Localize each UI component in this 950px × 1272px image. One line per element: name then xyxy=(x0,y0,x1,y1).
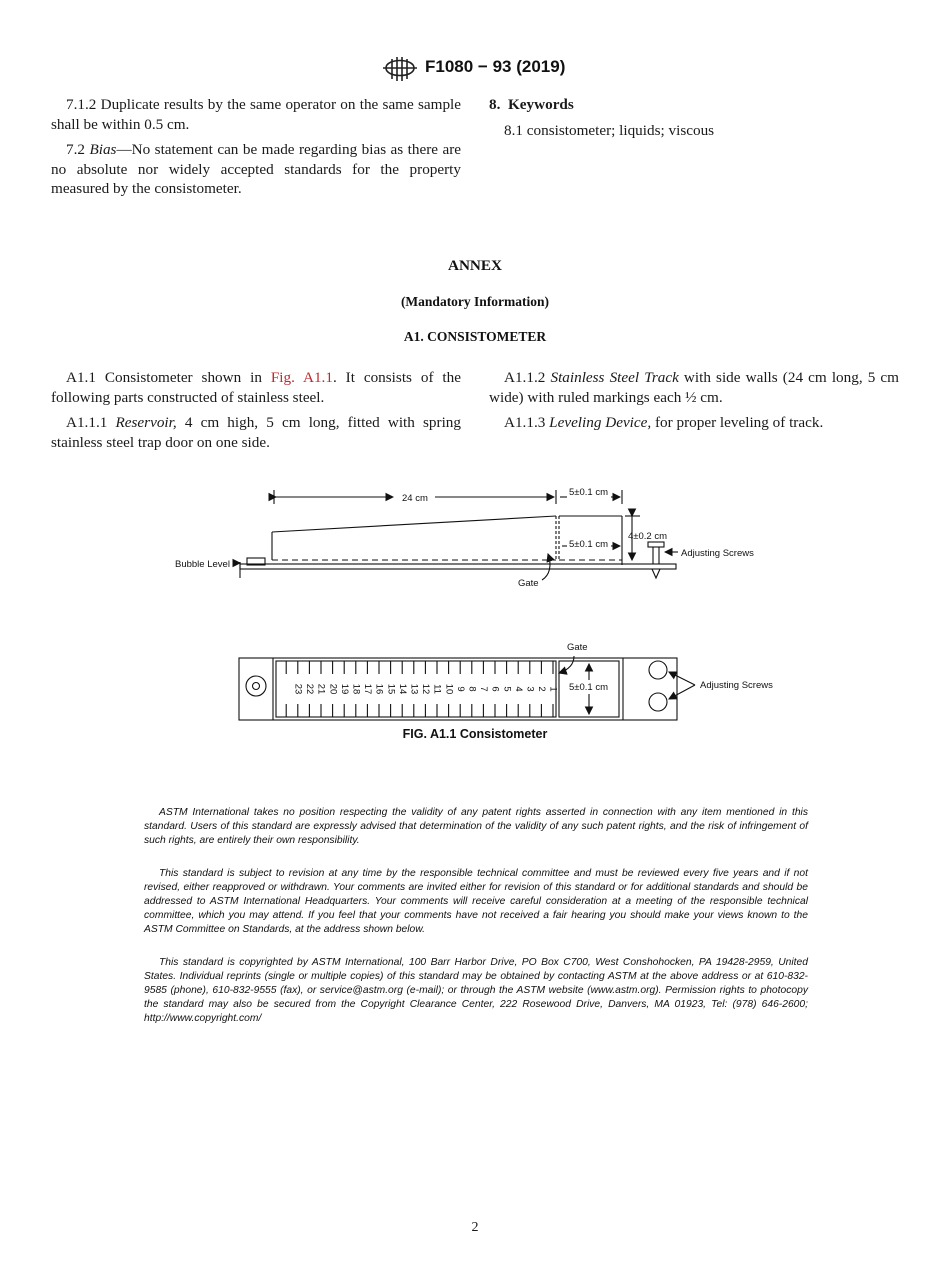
annex-left-column xyxy=(51,368,461,458)
track-number: 6 xyxy=(489,686,501,692)
track-number: 3 xyxy=(524,686,536,692)
track-number: 12 xyxy=(420,683,432,695)
label-5cm-inner: 5±0.1 cm xyxy=(569,539,609,550)
paragraph-a1-1-3 xyxy=(489,413,899,433)
figure-link[interactable]: Fig. A1.1 xyxy=(270,369,333,386)
para-number: A1.1.1 xyxy=(66,414,116,431)
section-title: Keywords xyxy=(507,96,574,113)
plan-view-labels xyxy=(293,642,774,694)
track-number: 11 xyxy=(431,684,443,694)
side-view xyxy=(233,490,678,580)
paragraph-7-2 xyxy=(51,140,461,199)
track-number: 22 xyxy=(304,683,316,695)
astm-logo-icon xyxy=(380,52,420,84)
track-number: 8 xyxy=(466,686,478,692)
track-number: 16 xyxy=(373,683,385,695)
annex-right-column xyxy=(489,368,899,439)
figure-caption: FIG. A1.1 Consistometer xyxy=(402,727,548,741)
annex-section-title: A1. CONSISTOMETER xyxy=(403,329,547,344)
para-text: . It consists of the following parts constructed of stainless steel. xyxy=(51,369,461,406)
track-number: 7 xyxy=(478,686,490,692)
consistometer-figure xyxy=(170,480,790,725)
consistometer-drawing xyxy=(170,480,790,725)
para-text: A1.1 Consistometer shown in xyxy=(66,369,271,386)
track-number: 9 xyxy=(454,686,466,692)
para-number: A1.1.3 xyxy=(504,414,550,431)
label-24cm: 24 cm xyxy=(402,493,428,504)
label-adjusting-screws-side: Adjusting Screws xyxy=(681,548,754,559)
paragraph-8-1: 8.1 consistometer; liquids; viscous xyxy=(504,121,715,139)
page-number: 2 xyxy=(471,1220,479,1235)
track-number: 21 xyxy=(315,683,327,695)
document-id: F1080 − 93 (2019) xyxy=(425,57,566,76)
label-adjusting-screws-plan: Adjusting Screws xyxy=(700,680,773,691)
plan-circle-outer xyxy=(246,676,266,696)
track-number: 23 xyxy=(292,683,304,695)
track-number: 14 xyxy=(396,683,408,695)
section-heading-keywords xyxy=(489,95,899,115)
patent-notice: ASTM International takes no position respecting the validity of any patent rights asserted in connection with any item mentioned in this standard. Users of this standard are expressly advised that determination of the validity of any such patent rights, and the risk of infringement of such rights, are entirely their own responsibility. xyxy=(144,807,808,846)
para-text: with side walls (24 cm long, 5 cm wide) with ruled markings each ½ cm. xyxy=(489,369,899,406)
annex-title: ANNEX xyxy=(447,257,502,274)
side-view-labels xyxy=(175,487,754,589)
annex-subtitle: (Mandatory Information) xyxy=(400,294,550,309)
adjusting-screw-bottom xyxy=(649,693,667,711)
para-text: 4 cm high, 5 cm long, fitted with spring stainless steel trap door on one side. xyxy=(51,414,461,451)
track-number: 2 xyxy=(536,686,548,692)
revision-notice: This standard is subject to revision at any time by the responsible technical committee and must be reviewed every five years and if not revised, either reapproved or withdrawn. Your comments are invited either for revision of this standard or for additional standards and should be addressed to ASTM International Headquarters. Your comments will receive careful consideration at a meeting of the responsible technical committee, which you may attend. If you feel that your comments have not received a fair hearing you should make your views known to the ASTM Committee on Standards, at the address shown below. xyxy=(144,868,808,935)
track-number: 10 xyxy=(443,683,455,695)
term-reservoir: Reservoir, xyxy=(115,414,177,431)
gate-arrow-side xyxy=(542,554,550,580)
term-leveling: Leveling Device, xyxy=(549,414,652,431)
paragraph-a1-1-1 xyxy=(51,413,461,452)
label-5cm-top: 5±0.1 cm xyxy=(569,487,609,498)
page-header xyxy=(0,52,950,86)
track-number: 5 xyxy=(501,686,513,692)
track-number: 4 xyxy=(512,686,524,692)
copyright-notice: This standard is copyrighted by ASTM International, 100 Barr Harbor Drive, PO Box C700, West Conshohocken, PA 19428-2959, United States. Individual reprints (single or multiple copies) of this standard may be obtained by contacting ASTM at the above address or at 610-832-9585 (phone), 610-832-9555 (fax), or service@astm.org (e-mail); or through the ASTM website (www.astm.org). Permission rights to photocopy the standard may also be secured from the Copyright Clearance Center, 222 Rosewood Drive, Danvers, MA 01923, Tel: (978) 646-2600; http://www.copyright.com/ xyxy=(144,957,808,1024)
para-text: —No statement can be made regarding bias as there are no absolute nor widely accepted standards for the property measured by the consistometer. xyxy=(51,141,462,197)
adjusting-screw-top xyxy=(649,661,667,679)
para-number: A1.1.2 xyxy=(504,369,551,386)
label-5cm-plan: 5±0.1 cm xyxy=(569,682,609,693)
section-7-continued xyxy=(51,95,461,205)
track-number: 17 xyxy=(362,683,374,695)
para-number: 7.2 xyxy=(66,141,90,158)
para-text: for proper leveling of track. xyxy=(651,414,824,431)
plan-circle-inner xyxy=(253,683,260,690)
track-number: 1 xyxy=(547,686,559,692)
track-number: 18 xyxy=(350,683,362,695)
track-number: 19 xyxy=(338,683,350,695)
paragraph-a1-1-2 xyxy=(489,368,899,407)
section-number: 8. xyxy=(489,96,501,113)
label-4cm: 4±0.2 cm xyxy=(628,531,668,542)
reservoir-top-edge xyxy=(272,516,556,532)
section-8-keywords xyxy=(489,95,899,146)
track-numbers xyxy=(293,684,559,695)
term-bias: Bias xyxy=(89,141,117,158)
label-gate-side: Gate xyxy=(518,578,539,589)
track-number: 20 xyxy=(327,683,339,695)
paragraph-7-1-2: 7.1.2 Duplicate results by the same operator on the same sample shall be within 0.5 cm. xyxy=(51,96,461,133)
label-gate-plan: Gate xyxy=(567,642,588,653)
track-number: 13 xyxy=(408,683,420,695)
track-number: 15 xyxy=(385,683,397,695)
screw-head xyxy=(648,542,664,547)
paragraph-a1-1 xyxy=(51,368,461,407)
leveling-foot xyxy=(652,569,660,578)
term-track: Stainless Steel Track xyxy=(550,369,679,386)
label-bubble-level: Bubble Level xyxy=(175,559,230,570)
base-plate xyxy=(240,564,676,569)
